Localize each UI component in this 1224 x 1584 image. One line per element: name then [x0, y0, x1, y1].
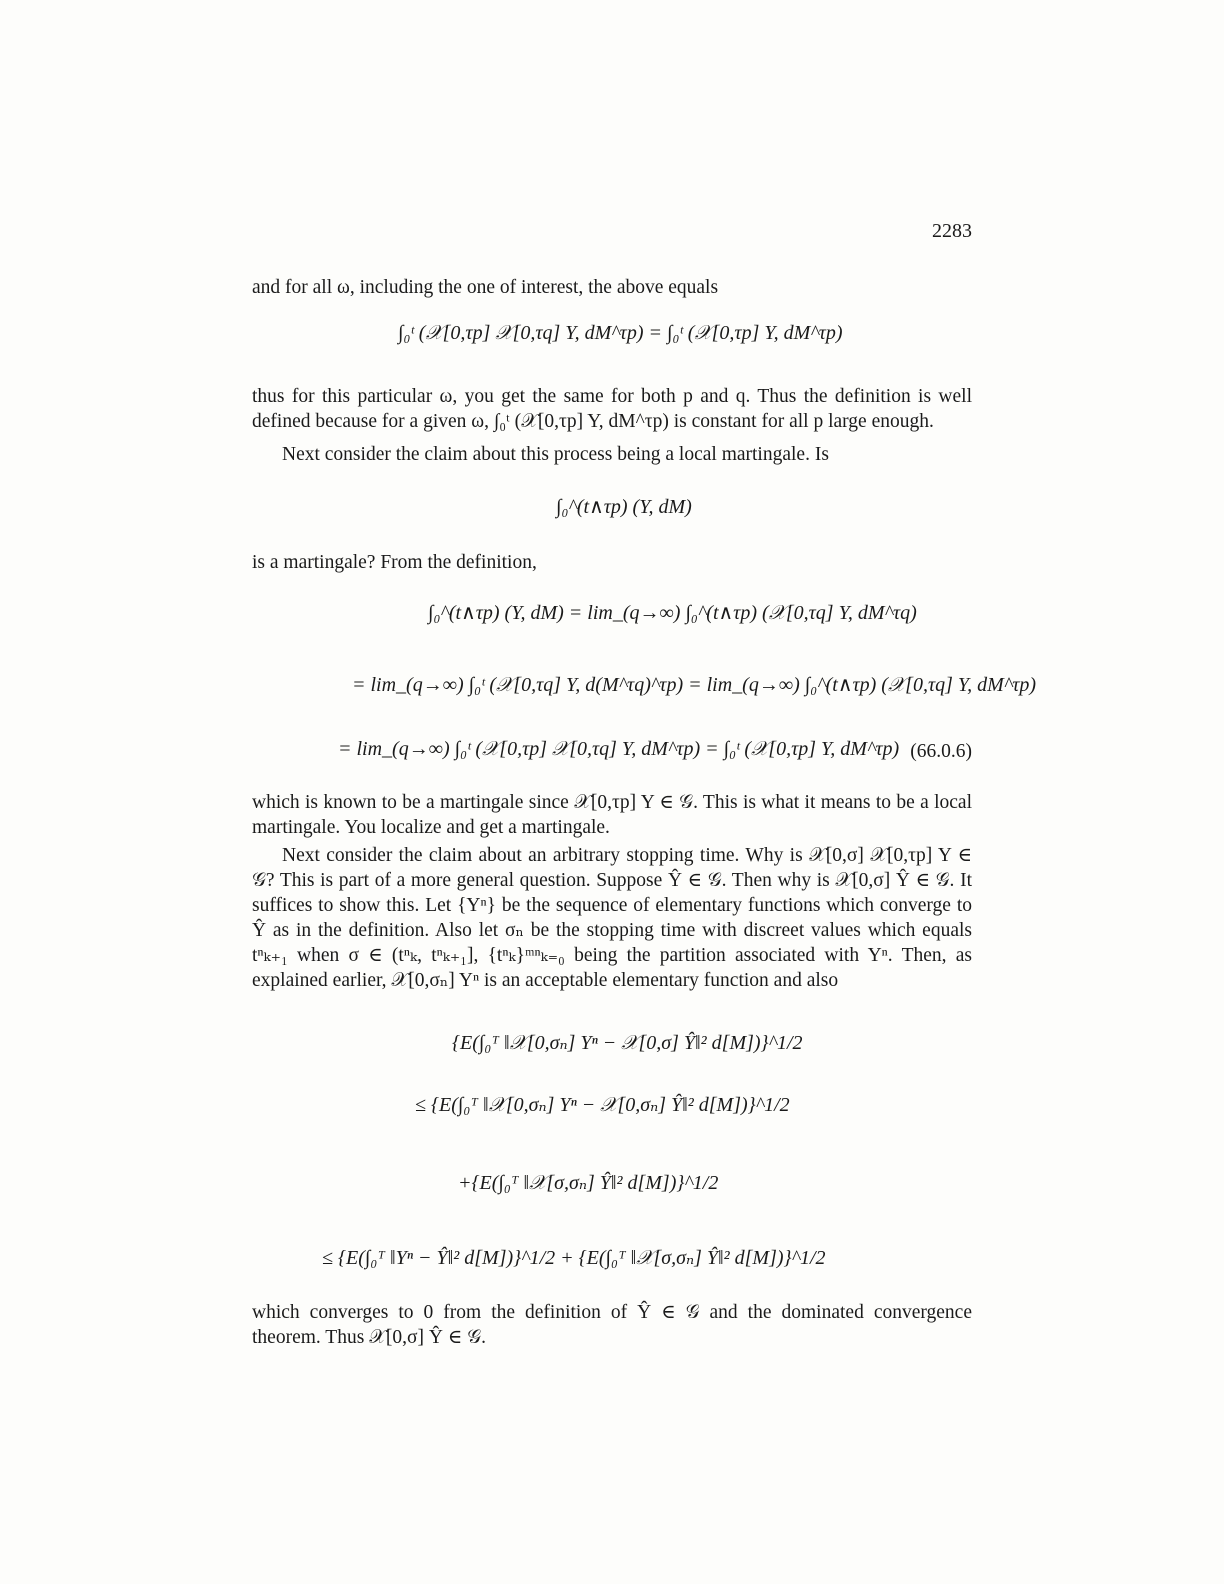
paragraph-6: Next consider the claim about an arbitrary stopping time. Why is 𝒳[0,σ] 𝒳[0,τp] Y ∈ 𝒢? This is part of a more general question. Suppose Ŷ ∈ 𝒢. Then why is 𝒳[0,σ] Ŷ ∈ 𝒢. It suffices to show this. Let {Yⁿ} be the sequence of elementary functions which converge to Ŷ as in the definition. Also let σₙ be the stopping time with discreet values which equals tⁿₖ₊₁ when σ ∈ (tⁿₖ, tⁿₖ₊₁], {tⁿₖ}ᵐⁿₖ₌₀ being the partition associated with Yⁿ. Then, as explained earlier, 𝒳[0,σₙ] Yⁿ is an acceptable elementary function and also [252, 845, 972, 991]
paragraph-1: and for all ω, including the one of interest, the above equals [252, 277, 719, 298]
equation-3a: ∫₀^(t∧τp) (Y, dM) = lim_(q→∞) ∫₀^(t∧τp) (𝒳[0,τq] Y, dM^τq) [428, 602, 917, 624]
equation-4b: ≤ {E(∫₀ᵀ ‖𝒳[0,σₙ] Yⁿ − 𝒳[0,σₙ] Ŷ‖² d[M])}^1/2 [415, 1094, 790, 1116]
equation-3c: = lim_(q→∞) ∫₀ᵗ (𝒳[0,τp] 𝒳[0,τq] Y, dM^τp) = ∫₀ᵗ (𝒳[0,τp] Y, dM^τp) [338, 738, 900, 760]
paragraph-4: is a martingale? From the definition, [252, 552, 537, 573]
equation-4d: ≤ {E(∫₀ᵀ ‖Yⁿ − Ŷ‖² d[M])}^1/2 + {E(∫₀ᵀ ‖𝒳[σ,σₙ] Ŷ‖² d[M])}^1/2 [322, 1247, 826, 1269]
equation-number: (66.0.6) [910, 741, 972, 762]
paragraph-2: thus for this particular ω, you get the same for both p and q. Thus the definition is well defined because for a given ω, ∫₀ᵗ (𝒳[0,τp] Y, dM^τp) is constant for all p large enough. [252, 386, 972, 432]
equation-1: ∫₀ᵗ (𝒳[0,τp] 𝒳[0,τq] Y, dM^τp) = ∫₀ᵗ (𝒳[0,τp] Y, dM^τp) [398, 322, 843, 344]
paragraph-7: which converges to 0 from the definition of Ŷ ∈ 𝒢 and the dominated convergence theorem. Thus 𝒳[0,σ] Ŷ ∈ 𝒢. [252, 1302, 972, 1348]
paragraph-3: Next consider the claim about this process being a local martingale. Is [282, 444, 829, 465]
equation-4a: {E(∫₀ᵀ ‖𝒳[0,σₙ] Yⁿ − 𝒳[0,σ] Ŷ‖² d[M])}^1/2 [452, 1032, 803, 1054]
page-number: 2283 [932, 220, 972, 242]
paragraph-5: which is known to be a martingale since 𝒳[0,τp] Y ∈ 𝒢. This is what it means to be a local martingale. You localize and get a martingale. [252, 792, 972, 838]
equation-2: ∫₀^(t∧τp) (Y, dM) [556, 496, 692, 518]
equation-3b: = lim_(q→∞) ∫₀ᵗ (𝒳[0,τq] Y, d(M^τq)^τp) = lim_(q→∞) ∫₀^(t∧τp) (𝒳[0,τq] Y, dM^τp) [352, 674, 1037, 696]
equation-4c: +{E(∫₀ᵀ ‖𝒳[σ,σₙ] Ŷ‖² d[M])}^1/2 [458, 1172, 719, 1194]
